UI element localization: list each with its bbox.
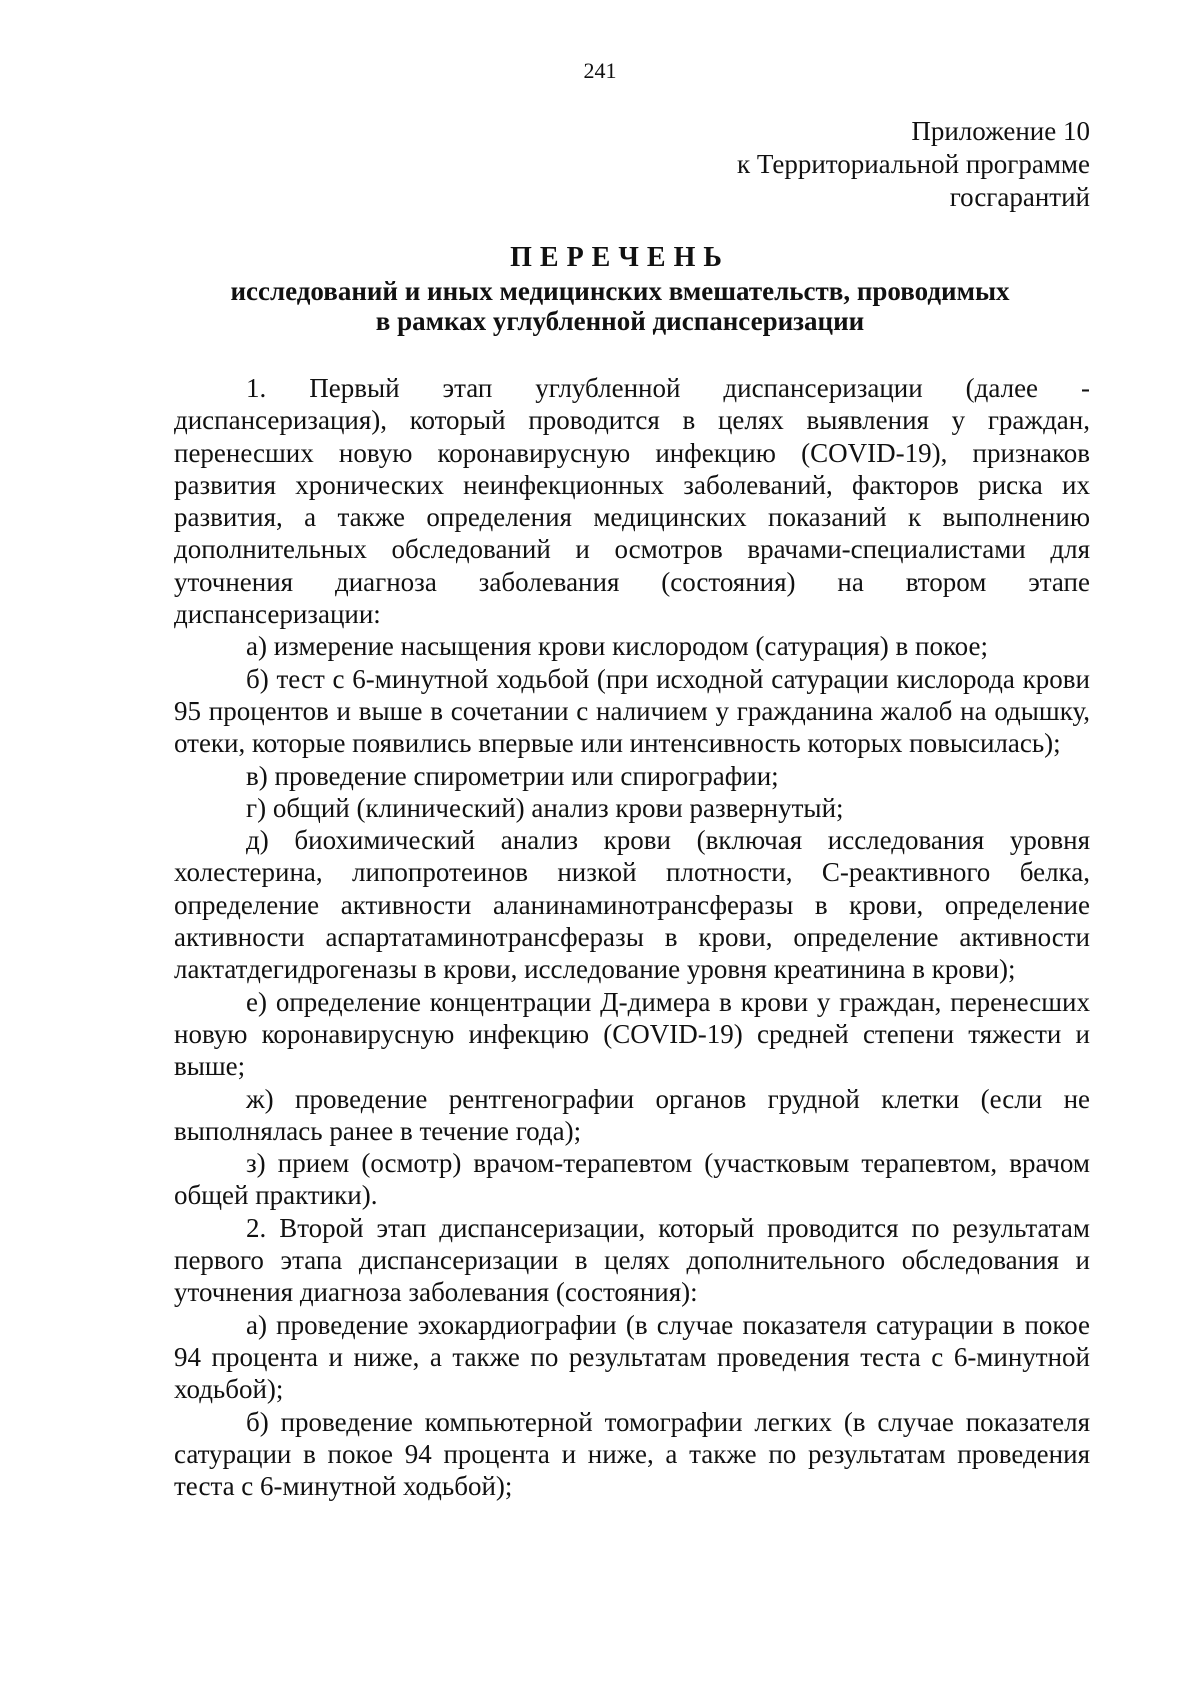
annex-line: Приложение 10 <box>911 116 1090 146</box>
annex-block <box>530 115 1090 214</box>
list-item: в) проведение спирометрии или спирографии; <box>246 760 779 791</box>
list-item: е) определение концентрации Д-димера в крови у граждан, перенесших новую коронавирусную инфекцию (COVID-19) средней степени тяжести и выше; <box>174 986 1090 1082</box>
paragraph: 1. Первый этап углубленной диспансеризации (далее - диспансеризация), который проводится в целях выявления у граждан, перенесших новую коронавирусную инфекцию (COVID-19), признаков развития хронических неинфекционных заболеваний, факторов риска их развития, а также определения медицинских показаний к выполнению дополнительных обследований и осмотров врачами-специалистами для уточнения диагноза заболевания (состояния) на втором этапе диспансеризации: <box>174 373 1090 630</box>
list-item: а) проведение эхокардиографии (в случае показателя сатурации в покое 94 процента и ниже, а также по результатам проведения теста с 6-минутной ходьбой); <box>174 1309 1090 1405</box>
paragraph: 2. Второй этап диспансеризации, который проводится по результатам первого этапа диспансеризации в целях дополнительного обследования и уточнения диагноза заболевания (состояния): <box>174 1212 1090 1308</box>
document-subtitle-line: исследований и иных медицинских вмешательств, проводимых <box>230 276 1010 306</box>
list-item: г) общий (клинический) анализ крови развернутый; <box>246 792 844 823</box>
document-subtitle-line: в рамках углубленной диспансеризации <box>375 306 865 336</box>
annex-line: к Территориальной программе <box>737 149 1090 179</box>
list-item: з) прием (осмотр) врачом-терапевтом (участковым терапевтом, врачом общей практики). <box>174 1148 1090 1211</box>
list-item: д) биохимический анализ крови (включая исследования уровня холестерина, липопротеинов низкой плотности, С-реактивного белка, определение активности аланинаминотрансферазы в крови, определение активности аспартатаминотрансферазы в крови, определение активности лактатдегидрогеназы в крови, исследование уровня креатинина в крови); <box>174 825 1090 985</box>
list-item: б) проведение компьютерной томографии легких (в случае показателя сатурации в покое 94 процента и ниже, а также по результатам проведения теста с 6-минутной ходьбой); <box>174 1406 1090 1502</box>
document-heading <box>150 240 1090 336</box>
page-number: 241 <box>583 58 617 83</box>
list-item: а) измерение насыщения крови кислородом (сатурация) в покое; <box>246 631 988 662</box>
document-body <box>174 372 1090 1502</box>
list-item: ж) проведение рентгенографии органов грудной клетки (если не выполнялась ранее в течение года); <box>174 1083 1090 1146</box>
list-item: б) тест с 6-минутной ходьбой (при исходной сатурации кислорода крови 95 процентов и выше в сочетании с наличием у гражданина жалоб на одышку, отеки, которые появились впервые или интенсивность которых повысилась); <box>174 663 1090 759</box>
annex-line: госгарантий <box>949 182 1090 212</box>
document-title: ПЕРЕЧЕНЬ <box>510 242 730 273</box>
